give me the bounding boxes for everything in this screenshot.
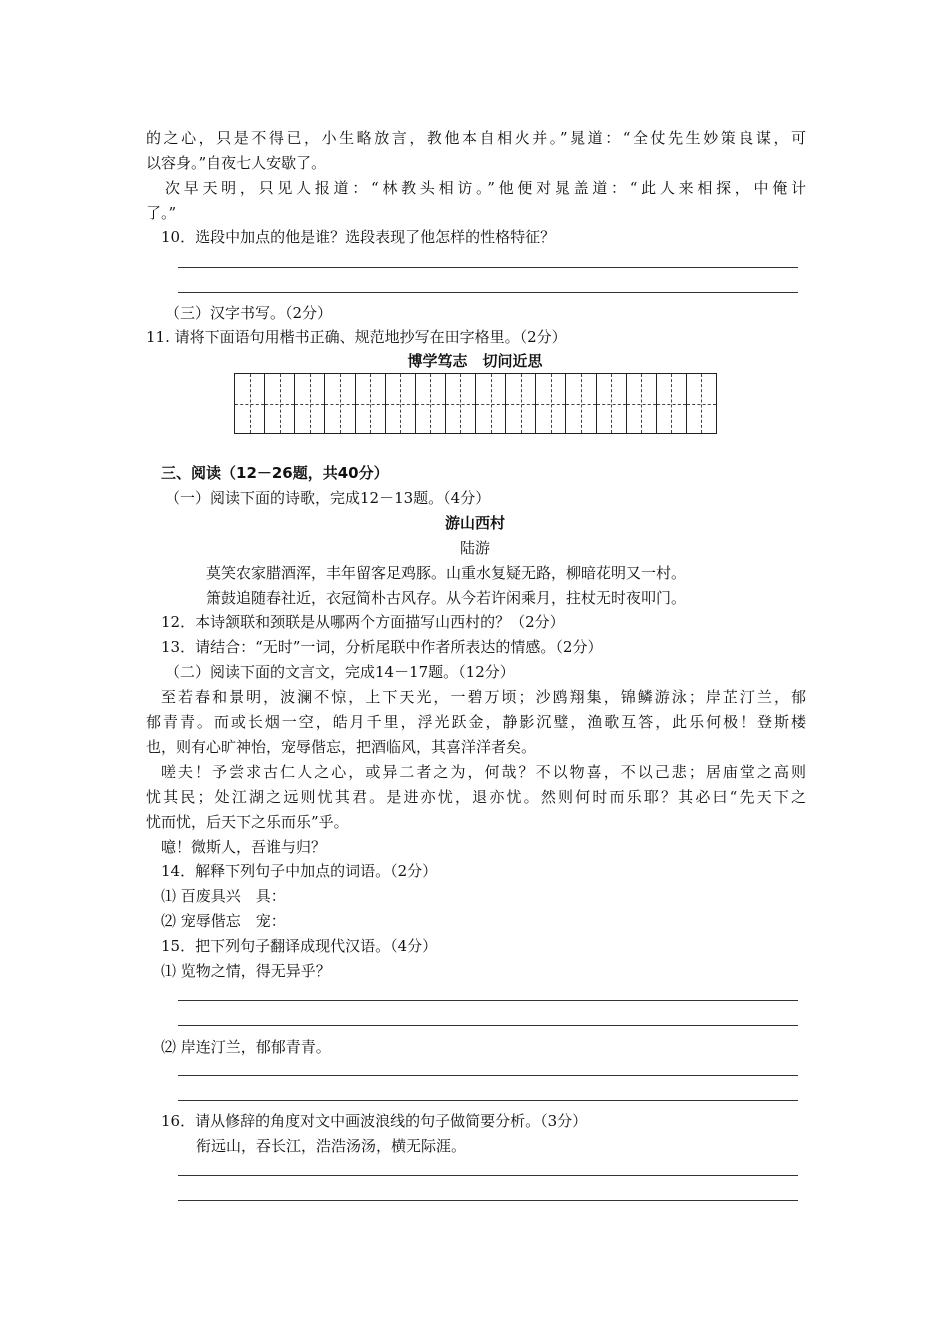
poem-title: 游山西村	[444, 514, 505, 532]
question-10: 10．选段中加点的他是谁？选段表现了他怎样的性格特征？	[161, 228, 556, 246]
grid-cell	[476, 374, 506, 433]
question-15-2: ⑵ 岸连汀兰，郁郁青青。	[161, 1038, 331, 1056]
grid-cell	[295, 374, 325, 433]
prose-line: 嗟夫！予尝求古仁人之心，或异二者之为，何哉？不以物喜，不以己悲；居庙堂之高则	[161, 763, 806, 781]
part2-heading: （二）阅读下面的文言文，完成14－17题。（12分）	[165, 663, 515, 681]
poem-author: 陆游	[459, 539, 490, 557]
passage-line: 以容身。”自夜七人安歇了。	[146, 154, 327, 172]
grid-cell	[265, 374, 295, 433]
grid-cell	[536, 374, 566, 433]
grid-cell	[657, 374, 687, 433]
question-16-sentence: 衔远山，吞长江，浩浩汤汤，横无际涯。	[196, 1137, 467, 1155]
question-13: 13．请结合：“无时”一词，分析尾联中作者所表达的情感。（2分）	[161, 638, 603, 656]
section3-heading: 三、阅读（12－26题，共40分）	[161, 464, 389, 482]
prose-line: 至若春和景明，波澜不惊，上下天光，一碧万顷；沙鸥翔集，锦鳞游泳；岸芷汀兰，郁	[161, 688, 806, 706]
question-12: 12．本诗颔联和颈联是从哪两个方面描写山西村的？（2分）	[161, 613, 565, 631]
prose-line: 也，则有心旷神怡，宠辱偕忘，把酒临风，其喜洋洋者矣。	[146, 738, 537, 756]
grid-cell	[597, 374, 627, 433]
answer-line	[178, 1000, 798, 1001]
part1-heading: （一）阅读下面的诗歌，完成12－13题。（4分）	[165, 489, 491, 507]
passage-line: 了。”	[146, 204, 177, 222]
answer-line	[178, 1100, 798, 1101]
answer-line	[178, 267, 798, 268]
section-writing-heading: （三）汉字书写。（2分）	[165, 304, 333, 322]
question-15-1: ⑴ 览物之情，得无异乎？	[161, 962, 331, 980]
grid-cell	[235, 374, 265, 433]
answer-line	[178, 1025, 798, 1026]
grid-cell	[416, 374, 446, 433]
question-16: 16．请从修辞的角度对文中画波浪线的句子做简要分析。（3分）	[161, 1112, 588, 1130]
prose-line: 郁青青。而或长烟一空，皓月千里，浮光跃金，静影沉璧，渔歌互答，此乐何极！登斯楼	[146, 713, 806, 731]
copy-phrase: 博学笃志 切问近思	[407, 352, 543, 370]
prose-line: 忧而忧，后天下之乐而乐”乎。	[146, 813, 349, 831]
grid-cell	[627, 374, 657, 433]
grid-cell	[325, 374, 355, 433]
prose-line: 忧其民；处江湖之远则忧其君。是进亦忧，退亦忧。然则何时而乐耶？其必曰“先天下之	[146, 788, 806, 806]
passage-line: 的之心，只是不得已，小生略放言，教他本自相火并。”晁道：“全仗先生妙策良谋，可	[146, 129, 806, 147]
grid-cell	[446, 374, 476, 433]
poem-line: 莫笑农家腊酒浑，丰年留客足鸡豚。山重水复疑无路，柳暗花明又一村。	[206, 564, 687, 582]
question-11: 11. 请将下面语句用楷书正确、规范地抄写在田字格里。（2分）	[146, 328, 567, 346]
answer-line	[178, 292, 798, 293]
grid-cell	[506, 374, 536, 433]
answer-line	[178, 1200, 798, 1201]
prose-line: 噫！微斯人，吾谁与归？	[161, 838, 327, 856]
poem-line: 箫鼓追随春社近，衣冠简朴古风存。从今若许闲乘月，拄杖无时夜叩门。	[206, 589, 687, 607]
question-14-2: ⑵ 宠辱偕忘 宠：	[161, 912, 286, 930]
grid-cell	[566, 374, 596, 433]
question-14: 14．解释下列句子中加点的词语。（2分）	[161, 862, 438, 880]
answer-line	[178, 1175, 798, 1176]
question-14-1: ⑴ 百废具兴 具：	[161, 887, 286, 905]
passage-line: 次早天明，只见人报道：“林教头相访。”他便对晁盖道：“此人来相探，中俺计	[165, 179, 806, 197]
grid-cell	[356, 374, 386, 433]
answer-line	[178, 1075, 798, 1076]
question-15: 15．把下列句子翻译成现代汉语。（4分）	[161, 937, 438, 955]
grid-cell	[386, 374, 416, 433]
grid-cell	[687, 374, 716, 433]
tianzige-grid	[234, 373, 717, 434]
